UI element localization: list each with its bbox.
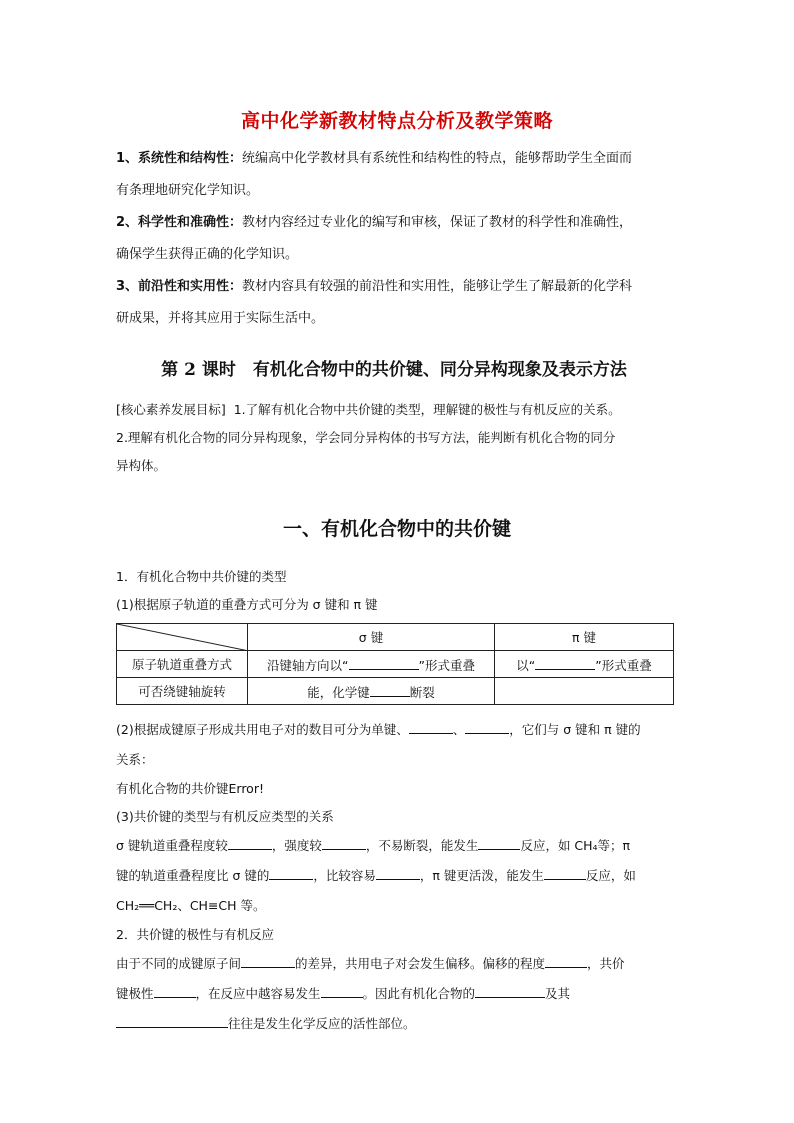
feature-3-text-b: 研成果，并将其应用于实际生活中。: [116, 311, 325, 326]
header-pi: π 键: [495, 624, 674, 651]
feature-3-text-a: 教材内容具有较强的前沿性和实用性，能够让学生了解最新的化学科: [242, 279, 633, 294]
text: 关系：: [116, 752, 154, 767]
feature-2: [116, 207, 678, 271]
text: (2)根据成键原子形成共用电子对的数目可分为单键、: [116, 722, 409, 737]
text: ，不易断裂，能发生: [365, 838, 479, 853]
paragraph-sigma-pi: [116, 831, 678, 921]
feature-1-text-b: 有条理地研究化学知识。: [116, 183, 260, 198]
blank-line: [545, 952, 587, 968]
goals-label: [核心素养发展目标]: [116, 402, 226, 417]
error-line: 有机化合物的共价键Error!: [116, 781, 264, 796]
table-header-row: [117, 624, 674, 651]
header-sigma: σ 键: [248, 624, 495, 651]
subheading-polarity: 2．共价键的极性与有机反应: [116, 927, 274, 942]
blank-line: [465, 718, 509, 734]
text: ，比较容易: [313, 868, 376, 883]
cell-text: 断裂: [409, 685, 435, 700]
text: 的差异，共用电子对会发生偏移。偏移的程度: [295, 956, 546, 971]
blank-line: [116, 1012, 228, 1028]
text: 键极性: [116, 986, 154, 1001]
feature-1-label: 1、系统性和结构性：: [116, 151, 243, 166]
feature-2-text-a: 教材内容经过专业化的编写和审核，保证了教材的科学性和准确性，: [242, 215, 633, 230]
blank-line: [478, 834, 520, 850]
text: ，π 键更活泼，能发生: [419, 868, 544, 883]
text: 反应，如: [585, 868, 636, 883]
feature-2-label: 2、科学性和准确性：: [116, 215, 243, 230]
goals-line-3: 异构体。: [116, 458, 167, 473]
text: 及其: [545, 986, 571, 1001]
text: ，在反应中越容易发生: [195, 986, 321, 1001]
goals-line-2: 2.理解有机化合物的同分异构现象，学会同分异构体的书写方法，能判断有机化合物的同分: [116, 430, 616, 445]
diagonal-line: [117, 624, 249, 651]
cell-text: 沿键轴方向以“: [267, 658, 349, 673]
cell-sigma-overlap: [248, 651, 495, 678]
document-page: [116, 100, 678, 1039]
table-corner-cell: [117, 624, 248, 651]
cell-text: 以“: [516, 658, 536, 673]
blank-line: [154, 982, 196, 998]
section-title: 一、有机化合物中的共价键: [282, 518, 511, 540]
feature-1-text-a: 统编高中化学教材具有系统性和结构性的特点，能够帮助学生全面而: [242, 151, 633, 166]
feature-3-label: 3、前沿性和实用性：: [116, 279, 243, 294]
text: 往往是发生化学反应的活性部位。: [228, 1016, 416, 1031]
cell-text: 能，化学键: [307, 685, 370, 700]
bond-comparison-table: [116, 623, 674, 705]
blank-line: [321, 982, 363, 998]
cell-pi-overlap: [495, 651, 674, 678]
blank-line: [475, 982, 545, 998]
item-overlap: (1)根据原子轨道的重叠方式可分为 σ 键和 π 键: [116, 597, 378, 612]
paragraph-polarity: [116, 949, 678, 1039]
text: CH₂══CH₂、CH≡CH 等。: [116, 898, 266, 913]
row-label-overlap: 原子轨道重叠方式: [117, 651, 248, 678]
text: 由于不同的成键原子间: [116, 956, 242, 971]
feature-1: [116, 143, 678, 207]
cell-text: ”形式重叠: [595, 658, 652, 673]
cell-pi-rotate: [495, 678, 674, 705]
blank-line: [322, 834, 366, 850]
text: ，共价: [587, 956, 625, 971]
blank-line: [370, 681, 410, 697]
text: 键的轨道重叠程度比 σ 键的: [116, 868, 270, 883]
blank-line: [535, 654, 595, 670]
cell-sigma-rotate: [248, 678, 495, 705]
text: ，它们与 σ 键和 π 键的: [509, 722, 641, 737]
table-row: [117, 651, 674, 678]
item-bond-count: [116, 715, 678, 775]
text: 反应，如 CH₄等；π: [520, 838, 631, 853]
text: 、: [452, 722, 466, 737]
goals-line-1: 1.了解有机化合物中共价键的类型，理解键的极性与有机反应的关系。: [233, 402, 621, 417]
blank-line: [544, 864, 586, 880]
blank-line: [376, 864, 420, 880]
core-goals: [116, 396, 678, 480]
row-label-rotate: 可否绕键轴旋转: [117, 678, 248, 705]
text: 。因此有机化合物的: [362, 986, 476, 1001]
blank-line: [228, 834, 272, 850]
blank-line: [269, 864, 313, 880]
subheading-bond-types: 1．有机化合物中共价键的类型: [116, 569, 287, 584]
page-title: 高中化学新教材特点分析及教学策略: [240, 110, 553, 132]
feature-2-text-b: 确保学生获得正确的化学知识。: [116, 247, 299, 262]
feature-3: [116, 271, 678, 335]
table-row: [117, 678, 674, 705]
cell-text: ”形式重叠: [418, 658, 475, 673]
item-reaction-types: (3)共价键的类型与有机反应类型的关系: [116, 809, 334, 824]
text: σ 键轨道重叠程度较: [116, 838, 228, 853]
text: ，强度较: [271, 838, 322, 853]
blank-line: [349, 654, 419, 670]
lesson-title: 第 2 课时 有机化合物中的共价键、同分异构现象及表示方法: [161, 360, 627, 380]
blank-line: [241, 952, 295, 968]
blank-line: [409, 718, 453, 734]
